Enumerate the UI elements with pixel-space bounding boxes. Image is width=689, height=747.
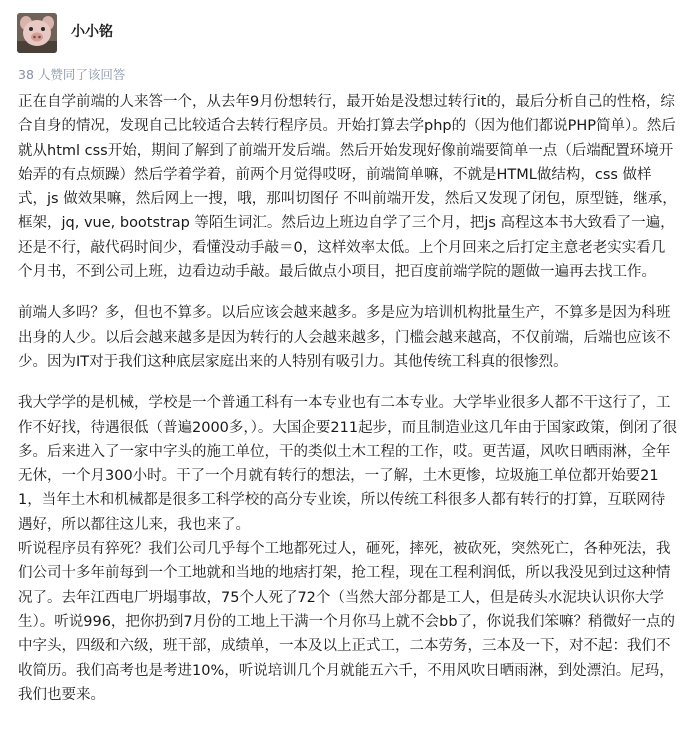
- answer-header: [0, 0, 689, 60]
- answer-paragraph: 我大学学的是机械，学校是一个普通工科有一本专业也有二本专业。大学毕业很多人都不干这行了，工作不好找，待遇很低（普遍2000多，）。大国企要211起步，而且制造业这几年由于国家政策，倒闭了很多。后来进入了一家中字头的施工单位，干的类似土木工程的工作，哎。更苦逼，风吹日晒雨淋，全年无休，一个月300小时。干了一个月就有转行的想法，一了解，土木更惨，垃圾施工单位都开始要211，当年土木和机械都是很多工科学校的高分专业诶，所以传统工科很多人都有转行的打算，互联网待遇好，所以都往这儿来，我也来了。: [18, 395, 678, 533]
- answer-paragraph: 正在自学前端的人来答一个，从去年9月份想转行，最开始是没想过转行it的，最后分析自己的性格，综合自身的情况，发现自己比较适合去转行程序员。开始打算去学php的（因为他们都说PHP简单）。然后就从html css开始，期间了解到了前端开发后端。然后开始发现好像前端要简单一点（后端配置环境开始弄的有点烦躁）然后学着学着，前两个月觉得哎呀，前端简单嘛，不就是HTML做结构，css 做样式，js 做效果嘛，然后网上一搜，哦，那叫切图仔 不叫前端开发，然后又发现了闭包，原型链，继承，框架，jq, vue, bootstrap 等陌生词汇。然后边上班边自学了三个月，把js 高程这本书大致看了一遍，还是不行，敲代码时间少，看懂没动手敲＝0，这样效率太低。上个月回来之后打定主意老老实实看几个月书，不到公司上班，边看边动手敲。最后做点小项目，把百度前端学院的题做一遍再去找工作。: [18, 94, 677, 281]
- answer-content: [18, 90, 678, 707]
- pig-avatar-icon: [17, 13, 57, 53]
- avatar[interactable]: [17, 13, 57, 53]
- answer-paragraph: 听说程序员有猝死？我们公司几乎每个工地都死过人，砸死，摔死，被砍死，突然死亡，各种死法，我们公司十多年前每到一个工地就和当地的地痞打架，抢工程，现在工程利润低，所以我没见到过这种情况了。去年江西电厂坍塌事故，75个人死了72个（当然大部分都是工人，但是砖头水泥块认识你大学生）。听说996，把你扔到7月份的工地上干满一个月你马上就不会bb了，你说我们笨嘛？稍微好一点的中字头，四级和六级，班干部，成绩单，一本及以上正式工，二本劳务，三本及一下，对不起：我们不收简历。我们高考也是考进10%，听说培训几个月就能五六千，不用风吹日晒雨淋，到处漂泊。尼玛，我们也要来。: [18, 541, 676, 703]
- vote-summary[interactable]: 38 人赞同了该回答: [18, 67, 126, 82]
- answer-paragraph: 前端人多吗？多，但也不算多。以后应该会越来越多。多是应为培训机构批量生产，不算多是因为科班出身的人少。以后会越来越多是因为转行的人会越来越多，门槛会越来越高，不仅前端，后端也应该不少。因为IT对于我们这种底层家庭出来的人特别有吸引力。其他传统工科真的很惨烈。: [18, 305, 671, 370]
- author-name[interactable]: 小小铭: [71, 24, 113, 40]
